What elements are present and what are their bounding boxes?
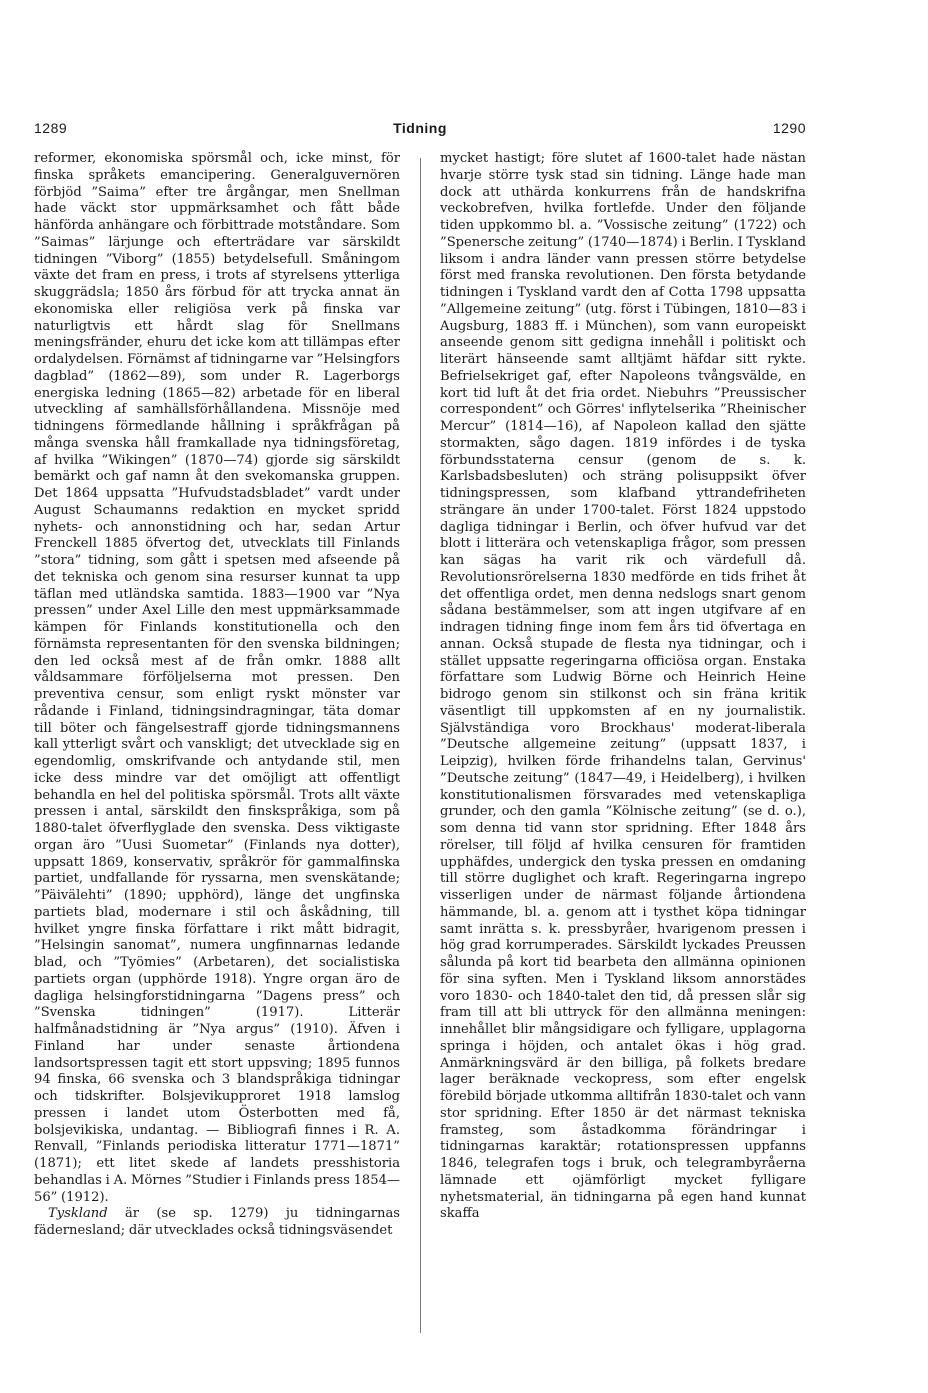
left-paragraph-tyskland xyxy=(34,1206,400,1240)
right-paragraph-germany: mycket hastigt; före slutet af 1600-talet hade nästan hvarje större tysk stad sin tidning. Länge hade man dock att uthärda konkurrens från de handskrifna veckobrefven, hvilka fortlefde. Under den följande tiden uppkommo bl. a. ”Vossische zeitung” (1722) och ”Spenersche zeitung” (1740—1874) i Berlin. I Tyskland liksom i andra länder vann pressen större betydelse först med franska revolutionen. Den första betydande tidningen i Tyskland vardt den af Cotta 1798 uppsatta ”Allgemeine zeitung” (utg. först i Tübingen, 1810—83 i Augsburg, 1883 ff. i München), som vann europeiskt anseende genom sitt gedigna innehåll i politiskt och literärt hänseende samt alltjämt häfdar sitt rykte. Befrielsekriget gaf, efter Napoleons tvångsvälde, en kort tid luft åt det fria ordet. Niebuhrs ”Preussischer correspondent” och Görres' inflytelserika ”Rheinischer Mercur” (1814—16), af Napoleon kallad den sjätte stormakten, sågo dagen. 1819 infördes i de tyska förbundsstaterna censur (genom de s. k. Karlsbadsbesluten) och sträng polisuppsikt öfver tidningspressen, som klafband yttrandefriheten strängare än under 1700-talet. Först 1824 uppstodo dagliga tidningar i Berlin, och öfver hufvud var det blott i litterära och vetenskapliga frågor, som pressen kan sägas ha varit rik och värdefull då. Revolutionsrörelserna 1830 medförde en tids frihet åt det offentliga ordet, men denna nedslogs snart genom sådana bestämmelser, som att ingen utgifvare af en indragen tidning finge inom fem års tid öfvertaga en annan. Också stupade de flesta nya tidningar, och i stället uppsatte regeringarna officiösa organ. Enstaka författare som Ludwig Börne och Heinrich Heine bidrogo genom sin stilkonst och sin fräna kritik väsentligt till uppkomsten af en ny journalistik. Självständiga voro Brockhaus' moderat-liberala ”Deutsche allgemeine zeitung” (uppsatt 1837, i Leipzig), hvilken förde frihandelns talan, Gervinus' ”Deutsche zeitung” (1847—49, i Heidelberg), i hvilken konstitutionalismen försvarades med vetenskapliga grunder, och den gamla ”Kölnische zeitung” (se d. o.), som denna tid vann stor spridning. Efter 1848 års rörelser, till följd af hvilka censuren för framtiden upphäfdes, undergick den tyska pressen en omdaning till större duglighet och kraft. Regeringarna ingrepo visserligen under de närmast följande årtiondena hämmande, bl. a. genom att i tysthet köpa tidningar samt inrätta s. k. pressbyråer, hvarigenom pressen i hög grad korrumperades. Särskildt lyckades Preussen sålunda på kort tid bearbeta den allmänna opinionen för sina syften. Men i Tyskland liksom annorstädes voro 1830- och 1840-talet den tid, då pressen slår sig fram till att bli uttryck för den allmänna meningen: innehållet blir mångsidigare och fylligare, upplagorna springa i höjden, och antalet ökas i hög grad. Anmärkningsvärd är den billiga, på folkets bredare lager beräknade veckopress, som efter engelsk förebild började utkomma alltifrån 1830-talet och vann stor spridning. Efter 1850 är det närmast tekniska framsteg, som åstadkomma förändringar i tidningarnas karaktär; rotationspressen uppfanns 1846, telegrafen togs i bruk, och telegrambyråerna lämnade ett ojämförligt mycket fylligare nyhetsmaterial, än tidningarna på egen hand kunnat skaffa xyxy=(440,151,806,1222)
running-head-title: Tidning xyxy=(393,120,447,136)
right-column xyxy=(440,151,806,1223)
page-number-left: 1289 xyxy=(34,120,68,136)
column-divider xyxy=(420,158,421,1333)
left-column xyxy=(34,151,400,1240)
page-number-right: 1290 xyxy=(772,120,806,136)
tyskland-heading-word: Tyskland xyxy=(48,1206,108,1222)
left-paragraph-finland: reformer, ekonomiska spörsmål och, icke minst, för finska språkets emancipering. Generalguvernören förbjöd ”Saima” efter tre årgångar, men Snellman hade väckt stor uppmärksamhet och fått både hänförda anhängare och förbittrade motståndare. Som ”Saimas” lärjunge och efterträdare var särskildt tidningen ”Viborg” (1855) betydelsefull. Småningom växte det fram en press, i trots af styrelsens ytterliga skuggrädsla; 1850 års förbud för att trycka annat än ekonomiska eller religiösa verk på finska var naturligtvis ett hårdt slag för Snellmans meningsfränder, ehuru det icke kom att tillämpas efter ordalydelsen. Förnämst af tidningarne var ”Helsingfors dagblad” (1862—89), som under R. Lagerborgs energiska ledning (1865—82) arbetade för en liberal utveckling af samhällsförhållandena. Missnöje med tidningens förmedlande hållning i språkfrågan på många svenska håll framkallade nya tidningsföretag, af hvilka ”Wikingen” (1870—74) gjorde sig särskildt bemärkt och gaf namn åt den svekomanska gruppen. Det 1864 uppsatta ”Hufvudstadsbladet” vardt under August Schaumanns redaktion en mycket spridd nyhets- och annonstidning och har, sedan Artur Frenckell 1885 öfvertog det, utvecklats till Finlands ”stora” tidning, som gått i spetsen med afseende på det tekniska och genom sina resurser kunnat ta upp täflan med utländska samtida. 1883—1900 var ”Nya pressen” under Axel Lille den mest uppmärksammade kämpen för Finlands konstitutionella och den förnämsta representanten för den svenska bildningen; den led också mest af de från omkr. 1888 allt våldsammare förföljelserna mot pressen. Den preventiva censur, som enligt ryskt mönster var rådande i Finland, tidningsindragningar, täta domar till böter och fängelsestraff gjorde tidningsmannens kall ytterligt svårt och vanskligt; det utvecklade sig en egendomlig, omskrifvande och antydande stil, men icke dess mindre var det omöjligt att offentligt behandla en hel del politiska spörsmål. Trots allt växte pressen i antal, särskildt den finskspråkiga, som på 1880-talet öfverflyglade den svenska. Dess viktigaste organ äro ”Uusi Suometar” (Finlands nya dotter), uppsatt 1869, konservativ, språkrör för gammalfinska partiet, undfallande för ryssarna, men svenskätande; ”Päivälehti” (1890; upphörd), länge det ungfinska partiets blad, modernare i stil och åskådning, till hvilket yngre finska författare i rikt mått bidragit, ”Helsingin sanomat”, numera ungfinnarnas ledande blad, och ”Työmies” (Arbetaren), det socialistiska partiets organ (upphörde 1918). Yngre organ äro de dagliga helsingforstidningarna ”Dagens press” och ”Svenska tidningen” (1917). Litterär halfmånadstidning är ”Nya argus” (1910). Äfven i Finland har under senaste årtiondena landsortspressen tagit ett stort uppsving; 1895 funnos 94 finska, 66 svenska och 3 blandspråkiga tidningar och tidskrifter. Bolsjevikupproret 1918 lamslog pressen i landet utom Österbotten med få, bolsjevikiska, undantag. — Bibliografi finnes i R. A. Renvall, ”Finlands periodiska litteratur 1771—1871” (1871); ett litet skede af landets presshistoria behandlas i A. Mörnes ”Studier i Finlands press 1854—56” (1912). xyxy=(34,151,400,1205)
tyskland-intro-text: är (se sp. 1279) ju tidningarnas fädernesland; där utvecklades också tidningsväsendet xyxy=(34,1206,400,1238)
page-header xyxy=(34,120,806,142)
